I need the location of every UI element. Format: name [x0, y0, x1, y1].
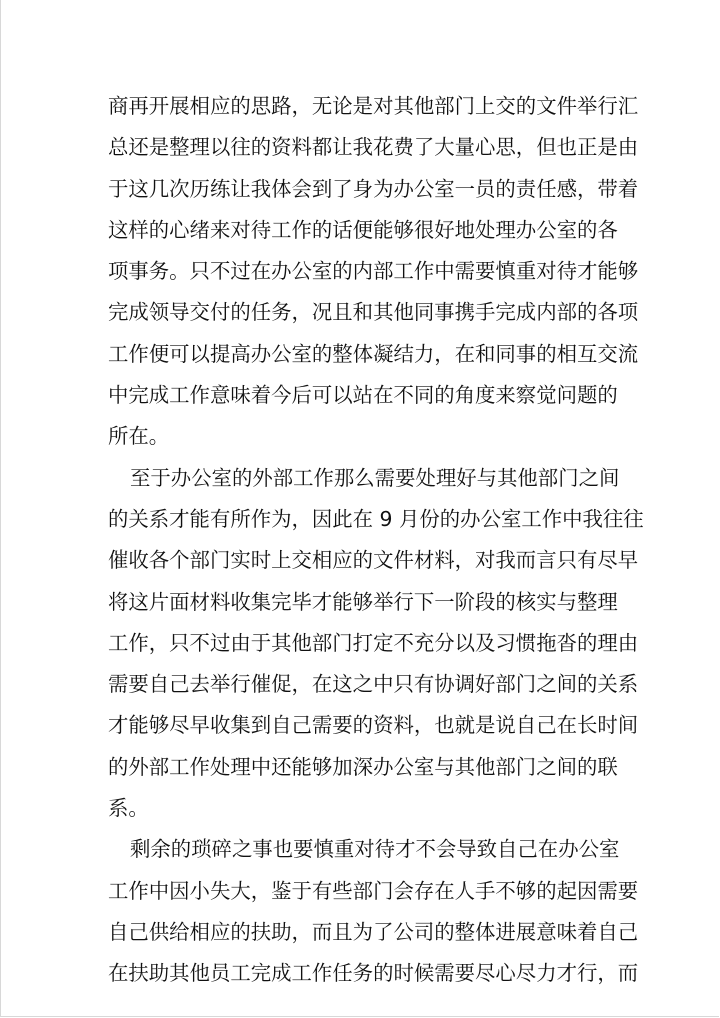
text-line: 这样的心绪来对待工作的话便能够很好地处理办公室的各: [108, 217, 618, 242]
text-line: 催收各个部门实时上交相应的文件材料，对我而言只有尽早: [108, 548, 639, 573]
paragraph-2: [108, 458, 644, 830]
text-line: 工作便可以提高办公室的整体凝结力，在和同事的相互交流: [108, 341, 639, 366]
text-line: 剩余的琐碎之事也要慎重对待才不会导致自己在办公室: [130, 837, 620, 862]
text-line: 需要自己去举行催促，在这之中只有协调好部门之间的关系: [108, 672, 639, 697]
text-line: 于这几次历练让我体会到了身为办公室一员的责任感，带着: [108, 176, 639, 201]
text-line: 工作中因小失大，鉴于有些部门会存在人手不够的起因需要: [108, 878, 639, 903]
text-line: 的外部工作处理中还能够加深办公室与其他部门之间的联: [108, 754, 618, 779]
text-line: 项事务。只不过在办公室的内部工作中需要慎重对待才能够: [108, 259, 639, 284]
text-line: 将这片面材料收集完毕才能够举行下一阶段的核实与整理: [108, 589, 618, 614]
text-line: 至于办公室的外部工作那么需要处理好与其他部门之间: [130, 465, 620, 490]
text-line: 在扶助其他员工完成工作任务的时候需要尽心尽力才行，而: [108, 961, 639, 986]
document-body: [108, 86, 644, 995]
text-line: 完成领导交付的任务，况且和其他同事携手完成内部的各项: [108, 300, 639, 325]
text-line: 中完成工作意味着今后可以站在不同的角度来察觉问题的: [108, 383, 618, 408]
text-line: 自己供给相应的扶助，而且为了公司的整体进展意味着自己: [108, 919, 639, 944]
text-line: 商再开展相应的思路，无论是对其他部门上交的文件举行汇: [108, 94, 639, 118]
text-line: 才能够尽早收集到自己需要的资料，也就是说自己在长时间: [108, 713, 639, 738]
text-line: 系。: [108, 796, 149, 821]
text-line: 所在。: [108, 424, 170, 449]
text-line: 工作，只不过由于其他部门打定不充分以及习惯拖沓的理由: [108, 630, 639, 655]
paragraph-3: [108, 829, 639, 994]
text-line: 的关系才能有所作为，因此在 9 月份的办公室工作中我往往: [108, 506, 644, 531]
text-line: 总还是整理以往的资料都让我花费了大量心思，但也正是由: [108, 135, 639, 160]
paragraph-1: [108, 86, 639, 458]
